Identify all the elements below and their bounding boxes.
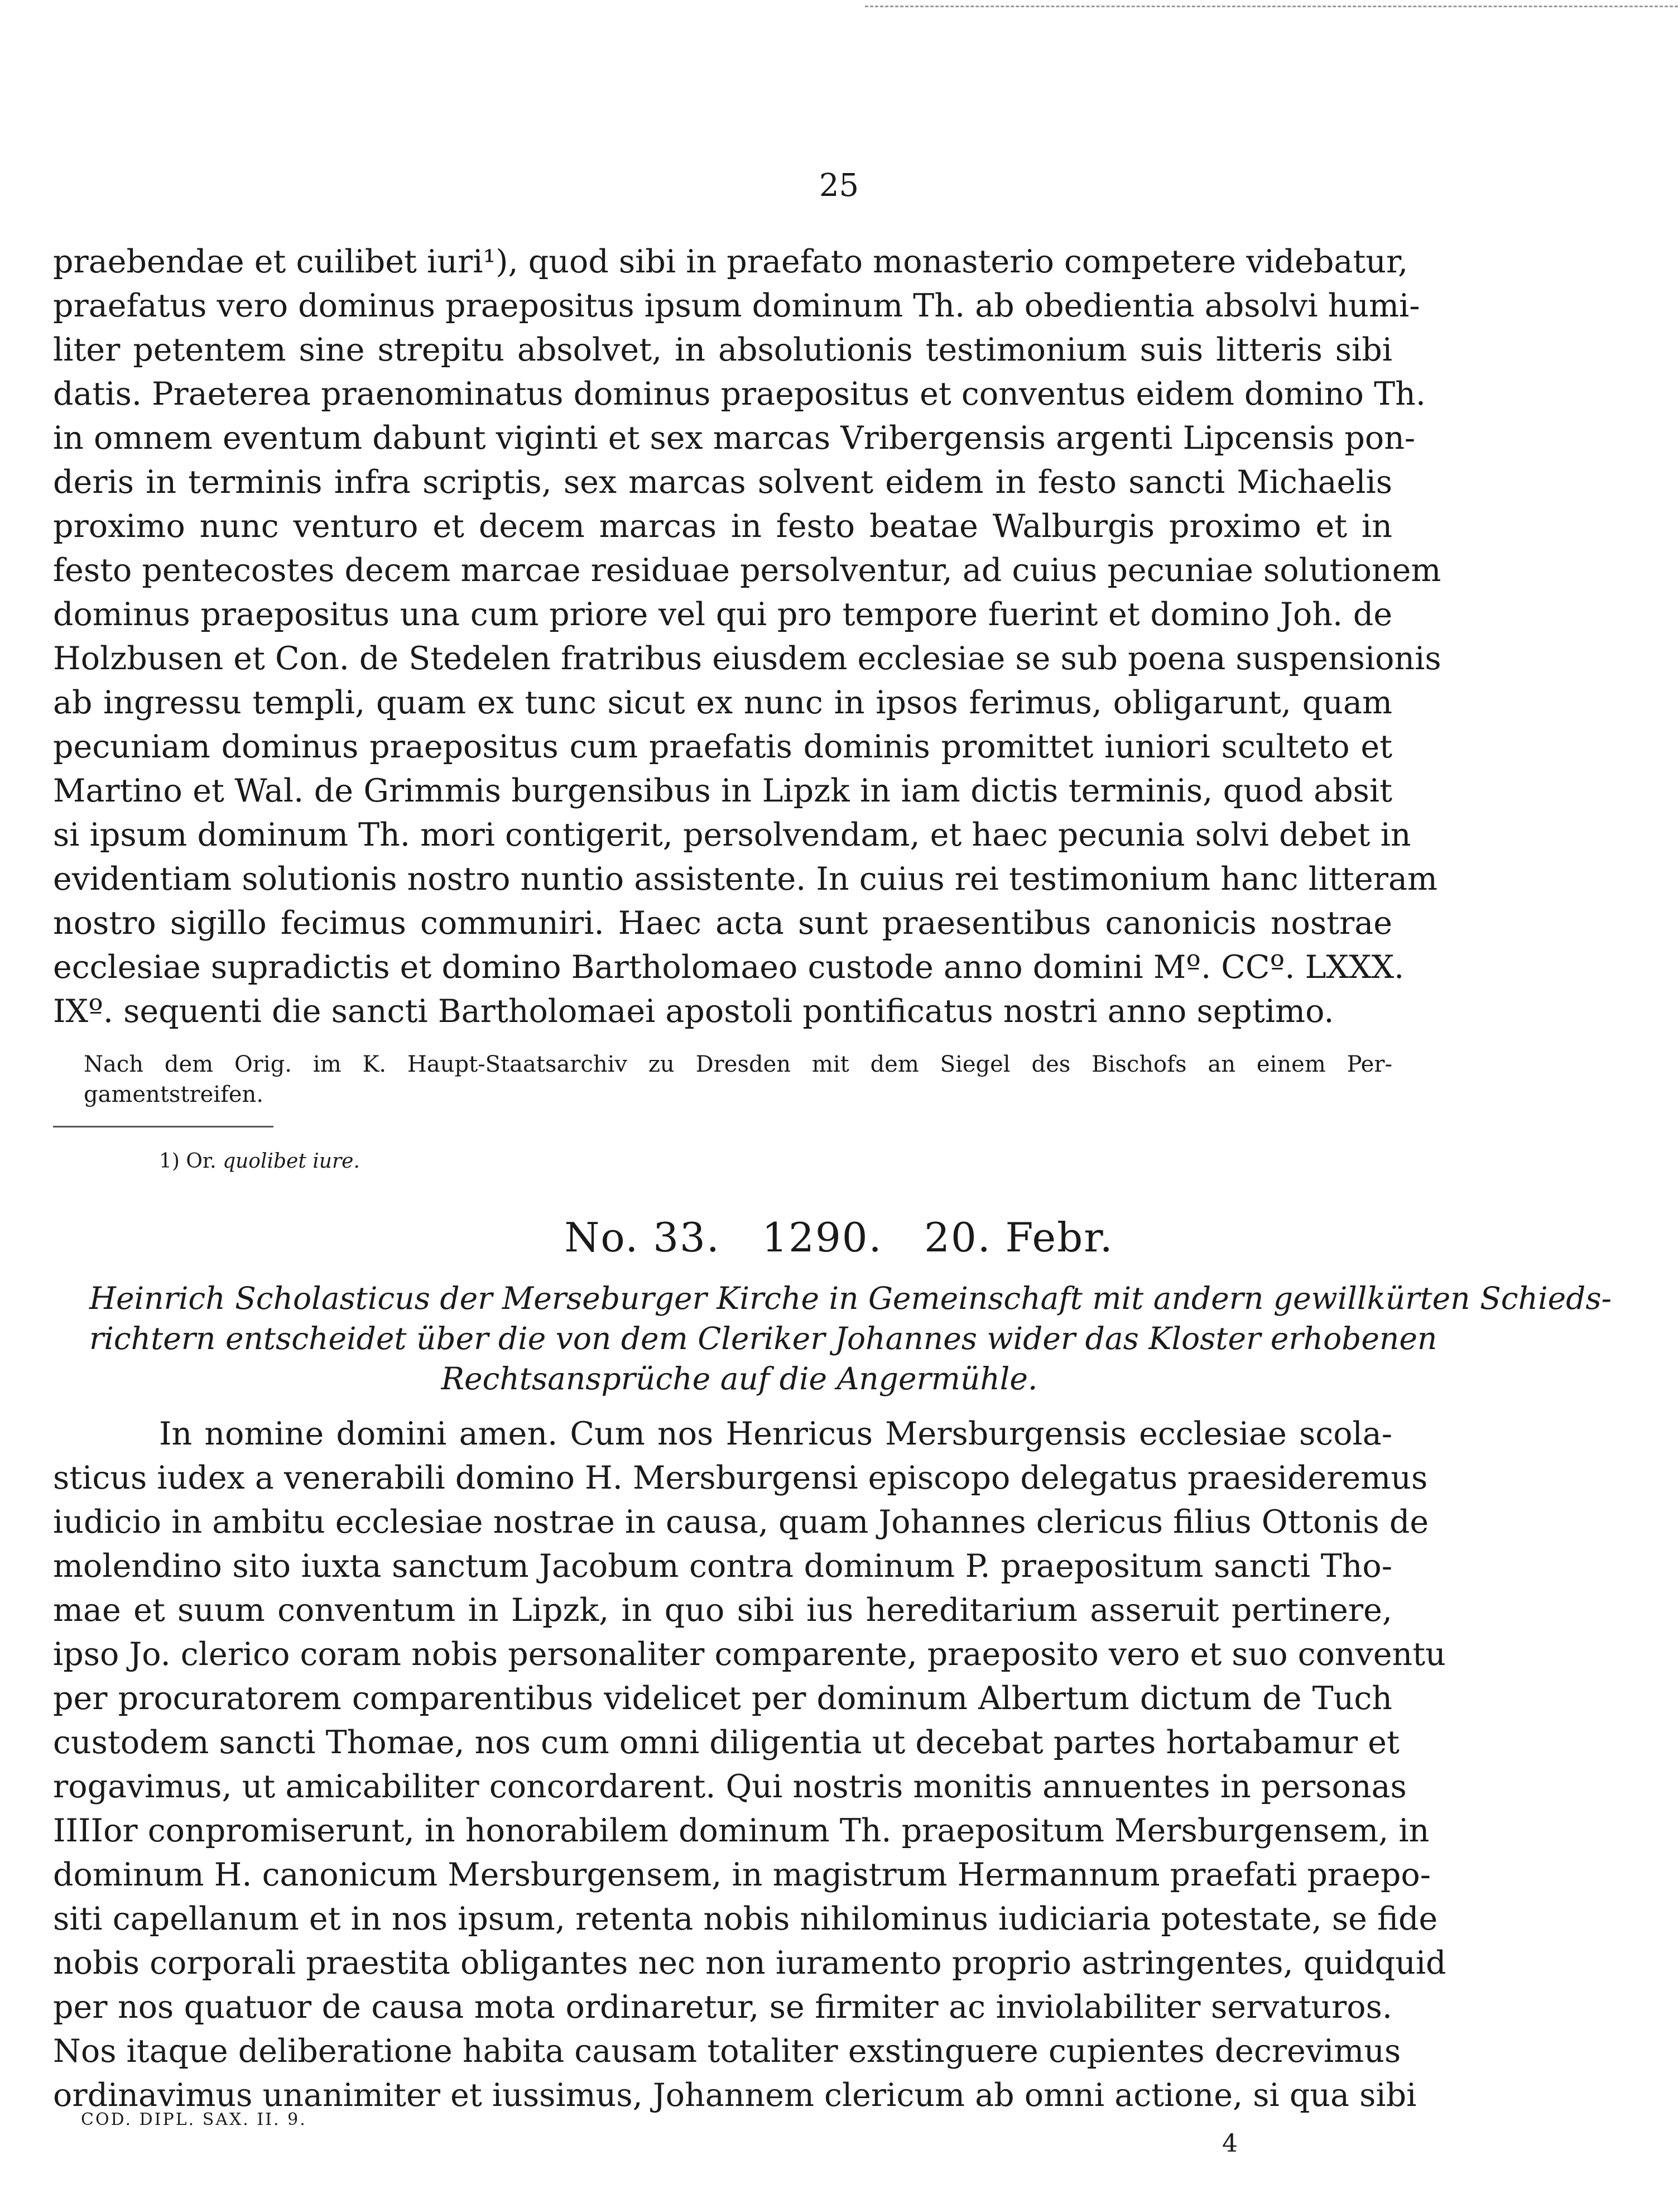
- top-dashed-rule: [865, 6, 1678, 7]
- summary-line: Heinrich Scholasticus der Merseburger Kirche in Gemeinschaft mit andern gewillkürten Schieds-: [89, 1280, 1612, 1316]
- text-line: liter petentem sine strepitu absolvet, in absolutionis testimonium suis litteris sibi: [53, 332, 1392, 368]
- text-line: per nos quatuor de causa mota ordinaretur, se firmiter ac inviolabiliter servaturos.: [53, 1989, 1392, 2026]
- text-line: per procuratorem comparentibus videlicet per dominum Albertum dictum de Tuch: [53, 1680, 1392, 1717]
- text-line: evidentiam solutionis nostro nuntio assistente. In cuius rei testimonium hanc litteram: [53, 861, 1437, 898]
- text-line: nostro sigillo fecimus communiri. Haec acta sunt praesentibus canonicis nostrae: [53, 905, 1392, 942]
- text-line: custodem sancti Thomae, nos cum omni diligentia ut decebat partes hortabamur et: [53, 1724, 1400, 1761]
- text-line: si ipsum dominum Th. mori contigerit, persolvendam, et haec pecunia solvi debet in: [53, 817, 1411, 853]
- text-line: molendino sito iuxta sanctum Jacobum contra dominum P. praepositum sancti Tho-: [53, 1548, 1392, 1585]
- text-line: iudicio in ambitu ecclesiae nostrae in causa, quam Johannes clericus filius Ottonis de: [53, 1504, 1429, 1541]
- text-line: praebendae et cuilibet iuri¹), quod sibi in praefato monasterio competere videbatur,: [53, 243, 1408, 280]
- text-line: festo pentecostes decem marcae residuae persolventur, ad cuius pecuniae solutionem: [53, 552, 1441, 589]
- text-line: rogavimus, ut amicabiliter concordarent. Qui nostris monitis annuentes in personas: [53, 1768, 1407, 1805]
- signature-mark: COD. DIPL. SAX. II. 9.: [81, 2110, 307, 2129]
- footnote: [159, 1150, 360, 1173]
- text-line: nobis corporali praestita obligantes nec non iuramento proprio astringentes, quidquid: [53, 1945, 1446, 1981]
- text-line: siti capellanum et in nos ipsum, retenta nobis nihilominus iudiciaria potestate, se fide: [53, 1901, 1438, 1937]
- footnote-rule: [53, 1126, 273, 1127]
- source-note-line: gamentstreifen.: [84, 1082, 264, 1107]
- text-line: ordinavimus unanimiter et iussimus, Johannem clericum ab omni actione, si qua sibi: [53, 2077, 1417, 2114]
- document-body: [53, 1412, 1446, 2118]
- sheet-number: 4: [1222, 2129, 1238, 2158]
- text-line: deris in terminis infra scriptis, sex marcas solvent eidem in festo sancti Michaelis: [53, 464, 1392, 501]
- text-line: dominum H. canonicum Mersburgensem, in magistrum Hermannum praefati praepo-: [53, 1856, 1431, 1893]
- document-summary: [89, 1278, 1612, 1399]
- text-line: ipso Jo. clerico coram nobis personaliter comparente, praeposito vero et suo conventu: [53, 1636, 1446, 1673]
- source-note-line: Nach dem Orig. im K. Haupt-Staatsarchiv zu Dresden mit dem Siegel des Bischofs an einem Per-: [84, 1052, 1392, 1077]
- continuation-text: [53, 240, 1441, 1034]
- text-line: in omnem eventum dabunt viginti et sex marcas Vribergensis argenti Lipcensis pon-: [53, 420, 1416, 457]
- source-note: [84, 1049, 1392, 1110]
- text-line: praefatus vero dominus praepositus ipsum dominum Th. ab obedientia absolvi humi-: [53, 287, 1420, 324]
- page-number: 25: [819, 167, 859, 204]
- text-line: IXº. sequenti die sancti Bartholomaei apostoli pontificatus nostri anno septimo.: [53, 993, 1334, 1030]
- text-line: Nos itaque deliberatione habita causam totaliter exstinguere cupientes decrevimus: [53, 2033, 1401, 2070]
- summary-line: Rechtsansprüche auf die Angermühle.: [441, 1361, 1038, 1397]
- footnote-text: quolibet iure.: [223, 1150, 360, 1173]
- text-line: Martino et Wal. de Grimmis burgensibus in Lipzk in iam dictis terminis, quod absit: [53, 772, 1392, 809]
- text-line: ecclesiae supradictis et domino Bartholomaeo custode anno domini Mº. CCº. LXXX.: [53, 949, 1405, 986]
- text-line: pecuniam dominus praepositus cum praefatis dominis promittet iuniori sculteto et: [53, 728, 1392, 765]
- text-line: sticus iudex a venerabili domino H. Mersburgensi episcopo delegatus praesideremus: [53, 1460, 1428, 1496]
- text-line: dominus praepositus una cum priore vel qui pro tempore fuerint et domino Joh. de: [53, 596, 1392, 633]
- text-line: proximo nunc venturo et decem marcas in festo beatae Walburgis proximo et in: [53, 508, 1392, 545]
- summary-line: richtern entscheidet über die von dem Cleriker Johannes wider das Kloster erhobenen: [89, 1321, 1437, 1356]
- text-line: ab ingressu templi, quam ex tunc sicut ex nunc in ipsos ferimus, obligarunt, quam: [53, 684, 1392, 721]
- text-line: Holzbusen et Con. de Stedelen fratribus eiusdem ecclesiae se sub poena suspensionis: [53, 640, 1441, 677]
- text-line: mae et suum conventum in Lipzk, in quo sibi ius hereditarium asseruit pertinere,: [53, 1592, 1392, 1629]
- footnote-marker: 1) Or.: [159, 1150, 217, 1173]
- text-line: datis. Praeterea praenominatus dominus praepositus et conventus eidem domino Th.: [53, 376, 1426, 412]
- text-line: In nomine domini amen. Cum nos Henricus Mersburgensis ecclesiae scola-: [159, 1416, 1392, 1452]
- document-heading: No. 33. 1290. 20. Febr.: [564, 1214, 1114, 1261]
- text-line: IIIIor conpromiserunt, in honorabilem dominum Th. praepositum Mersburgensem, in: [53, 1812, 1430, 1849]
